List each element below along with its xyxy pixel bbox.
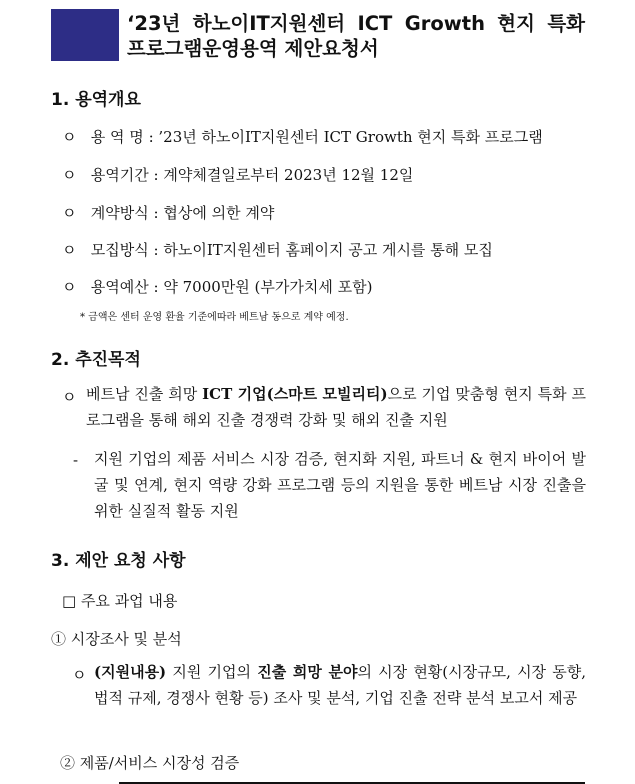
section-2-heading: 2. 추진목적 (51, 350, 141, 370)
section-1-heading: 1. 용역개요 (51, 90, 141, 110)
bullet-icon: ㅇ (72, 666, 87, 684)
purpose-paragraph (86, 381, 586, 433)
subsection-market-validation: ② 제품/서비스 시장성 검증 (60, 754, 240, 772)
purpose-text: 베트남 진출 희망 (86, 385, 203, 403)
item-value: 협상에 의한 계약 (163, 204, 275, 222)
bullet-icon: ㅇ (62, 388, 77, 406)
item-value: 계약체결일로부터 2023년 12월 12일 (163, 166, 414, 184)
title-accent-block (51, 9, 119, 61)
dash-marker: - (73, 451, 79, 469)
section-3-heading: 3. 제안 요청 사항 (51, 551, 186, 571)
purpose-text-cont: 으로 기업 맞춤형 현지 특화 프로그램을 통해 해외 진출 경쟁력 강화 및 해외 진출 지원 (86, 385, 586, 429)
item-label: 용역기간 (90, 166, 149, 184)
overview-item-recruit-method: ㅇ 모집방식 : 하노이IT지원센터 홈페이지 공고 게시를 통해 모집 (62, 241, 493, 259)
purpose-emphasis: ICT 기업(스마트 모빌리티) (202, 385, 388, 403)
title-line-1: ‘23년 하노이IT지원센터 ICT Growth 현지 특화 (127, 12, 585, 35)
item-value: ’23년 하노이IT지원센터 ICT Growth 현지 특화 프로그램 (158, 128, 543, 146)
overview-item-name: ㅇ 용 역 명 : ’23년 하노이IT지원센터 ICT Growth 현지 특화 프로그램 (62, 128, 543, 146)
item-label: 용 역 명 (90, 128, 144, 146)
overview-item-period: ㅇ 용역기간 : 계약체결일로부터 2023년 12월 12일 (62, 166, 414, 184)
task-content-heading: □ 주요 과업 내용 (62, 592, 178, 610)
support-label: (지원내용) (94, 663, 167, 681)
bullet-icon: ㅇ (62, 166, 77, 184)
purpose-detail-paragraph: 지원 기업의 제품 서비스 시장 검증, 현지화 지원, 파트너 & 현지 바이어 발굴 및 연계, 현지 역량 강화 프로그램 등의 지원을 통한 베트남 시장 진출을 위한 실질적 활동 지원 (94, 450, 586, 520)
bullet-icon: ㅇ (62, 241, 77, 259)
support-text-cont: 의 시장 현황(시장규모, 시장 동향, 법적 규제, 경쟁사 현황 등) 조사 및 분석, 기업 진출 전략 분석 보고서 제공 (94, 663, 586, 707)
item-label: 계약방식 (90, 204, 149, 222)
title-line-2: 프로그램운영용역 제안요청서 (127, 37, 379, 60)
item-label: 모집방식 (90, 241, 149, 259)
subsection-market-research: ① 시장조사 및 분석 (51, 630, 182, 648)
bullet-icon: ㅇ (62, 278, 77, 296)
overview-item-budget: ㅇ 용역예산 : 약 7000만원 (부가가치세 포함) (62, 278, 373, 296)
document-title (127, 11, 585, 61)
item-label: 용역예산 (90, 278, 149, 296)
market-research-paragraph (94, 659, 586, 711)
support-text: 지원 기업의 (166, 663, 258, 681)
item-value: 약 7000만원 (부가가치세 포함) (163, 278, 373, 296)
bullet-icon: ㅇ (62, 128, 77, 146)
bullet-icon: ㅇ (62, 204, 77, 222)
support-emphasis: 진출 희망 분야 (257, 663, 358, 681)
overview-item-contract-method: ㅇ 계약방식 : 협상에 의한 계약 (62, 204, 275, 222)
budget-note: * 금액은 센터 운영 환율 기준에따라 베트남 동으로 계약 예정. (80, 312, 349, 323)
item-value: 하노이IT지원센터 홈페이지 공고 게시를 통해 모집 (163, 241, 493, 259)
